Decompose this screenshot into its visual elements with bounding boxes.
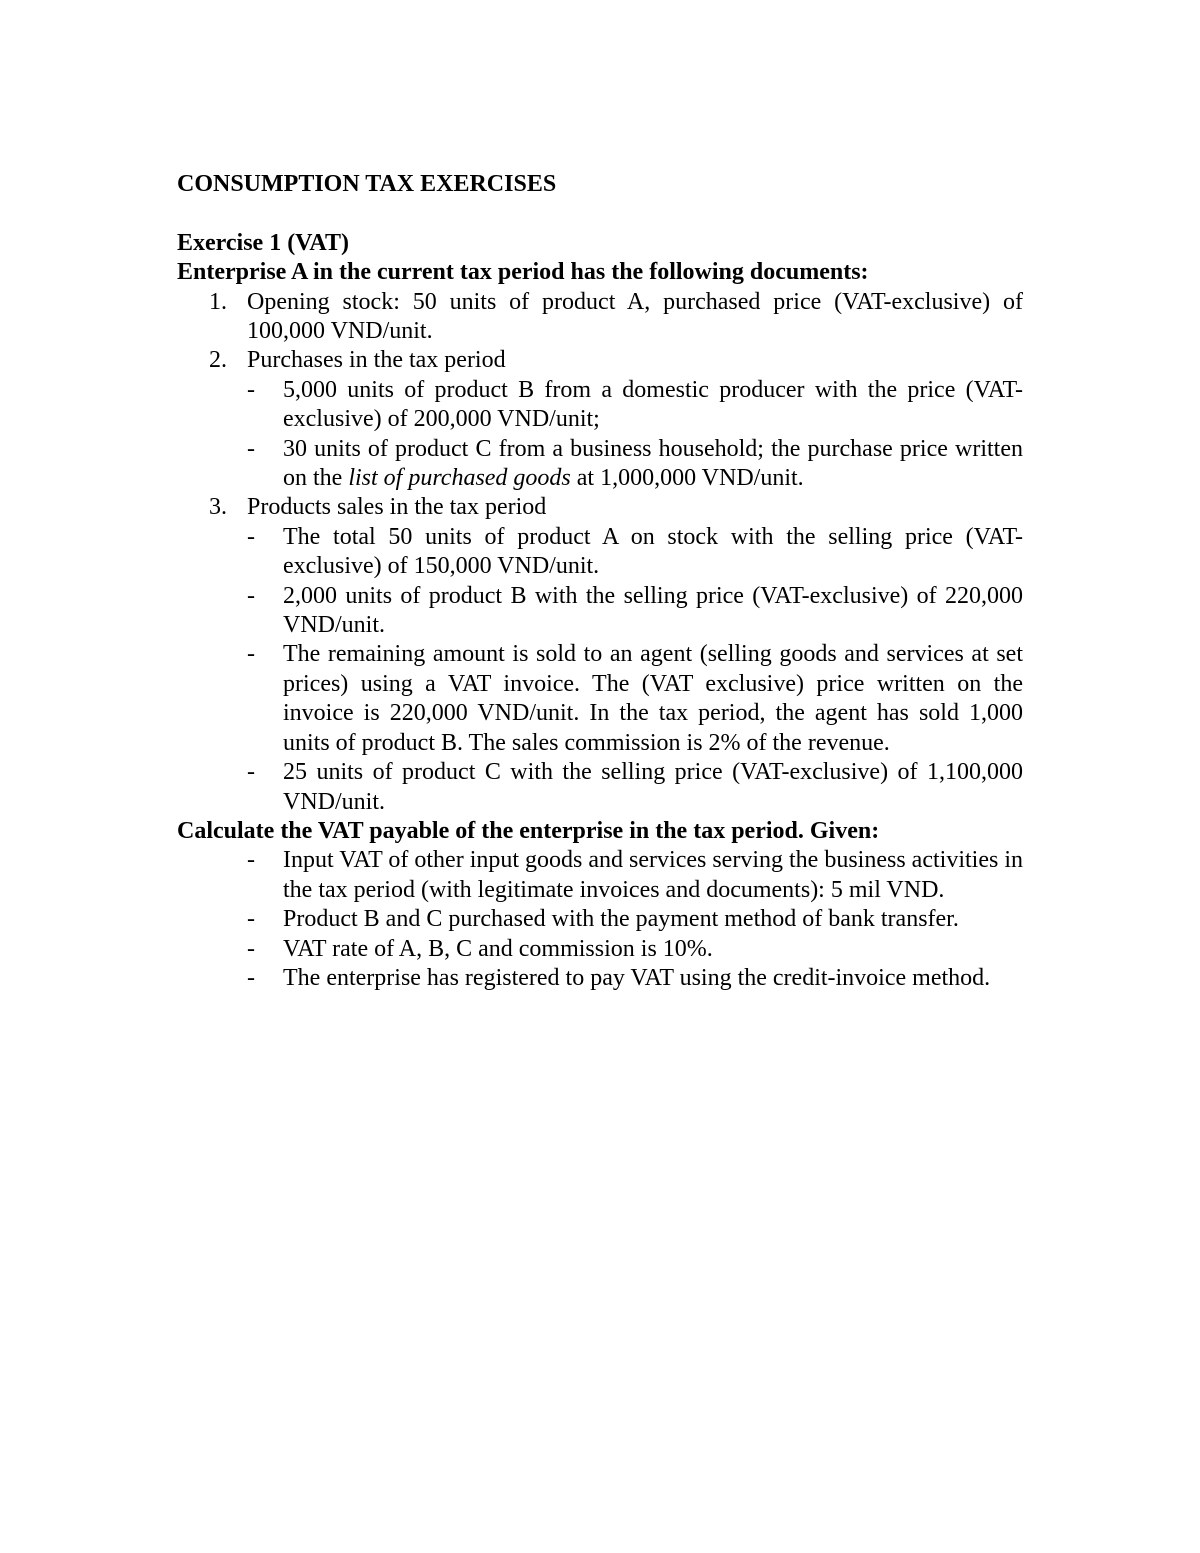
list-item-sales: [177, 493, 1023, 816]
dash-marker: -: [247, 582, 255, 609]
sublist-item-agent-sale: [247, 640, 1023, 758]
list-item-purchases: [177, 346, 1023, 493]
given-item-text: The enterprise has registered to pay VAT using the credit-invoice method.: [283, 964, 991, 991]
givens-list: [177, 846, 1023, 993]
exercise-question: Calculate the VAT payable of the enterprise in the tax period. Given:: [177, 817, 880, 844]
dash-marker: -: [247, 376, 255, 403]
blank-line: [177, 199, 1023, 228]
sublist-item-text: 5,000 units of product B from a domestic producer with the price (VAT-exclusive) of 200,000 VND/unit;: [283, 376, 1023, 433]
sublist-item-product-c-purchase: [247, 435, 1023, 494]
sublist-item-text: 2,000 units of product B with the selling price (VAT-exclusive) of 220,000 VND/unit.: [283, 582, 1023, 639]
sublist-item-product-b-sale: [247, 582, 1023, 641]
document-title: CONSUMPTION TAX EXERCISES: [177, 171, 557, 197]
sublist-item-text-after: at 1,000,000 VND/unit.: [570, 465, 804, 492]
sublist-item-text-before: 30 units of product C from a business household; the purchase price written on the: [283, 435, 1023, 492]
dash-marker: -: [247, 964, 255, 991]
sublist-item-text: The remaining amount is sold to an agent (selling goods and services at set prices) using a VAT invoice. The (VAT exclusive) price written on the invoice is 220,000 VND/unit. In the tax period, the agent has sold 1,000 units of product B. The sales commission is 2% of the revenue.: [283, 641, 1023, 756]
given-item-payment-method: [177, 905, 1023, 934]
dash-marker: -: [247, 759, 255, 786]
sublist-item-product-b-purchase: [247, 376, 1023, 435]
document-page: [177, 170, 1023, 993]
sublist-item-text: 25 units of product C with the selling price (VAT-exclusive) of 1,100,000 VND/unit.: [283, 759, 1023, 815]
dash-marker: -: [247, 523, 255, 550]
list-marker: 3.: [209, 494, 227, 521]
given-item-vat-rate: [177, 935, 1023, 964]
list-item-text: Purchases in the tax period: [247, 347, 506, 374]
purchases-sublist: [247, 376, 1023, 494]
given-item-input-vat: [177, 846, 1023, 905]
given-item-credit-invoice: [177, 964, 1023, 993]
given-item-text: Input VAT of other input goods and services serving the business activities in the tax period (with legitimate invoices and documents): 5 mil VND.: [283, 847, 1023, 903]
exercise-heading: Exercise 1 (VAT): [177, 229, 349, 256]
sublist-item-text-italic: list of purchased goods: [348, 465, 571, 492]
dash-marker: -: [247, 935, 255, 962]
given-item-text: VAT rate of A, B, C and commission is 10%.: [283, 935, 713, 962]
dash-marker: -: [247, 906, 255, 933]
sublist-item-product-a-sale: [247, 523, 1023, 582]
documents-list: [177, 288, 1023, 817]
sublist-item-product-c-sale: [247, 758, 1023, 817]
list-marker: 1.: [209, 288, 227, 315]
given-item-text: Product B and C purchased with the payment method of bank transfer.: [283, 906, 959, 933]
list-marker: 2.: [209, 347, 227, 374]
exercise-intro: Enterprise A in the current tax period has the following documents:: [177, 259, 869, 286]
sublist-item-text: The total 50 units of product A on stock with the selling price (VAT-exclusive) of 150,000 VND/unit.: [283, 523, 1023, 580]
list-item-text: Products sales in the tax period: [247, 494, 547, 521]
dash-marker: -: [247, 435, 255, 462]
dash-marker: -: [247, 641, 255, 668]
list-item-text: Opening stock: 50 units of product A, purchased price (VAT-exclusive) of 100,000 VND/unit.: [247, 288, 1023, 345]
dash-marker: -: [247, 847, 255, 874]
list-item-opening-stock: [177, 288, 1023, 347]
sales-sublist: [247, 523, 1023, 817]
